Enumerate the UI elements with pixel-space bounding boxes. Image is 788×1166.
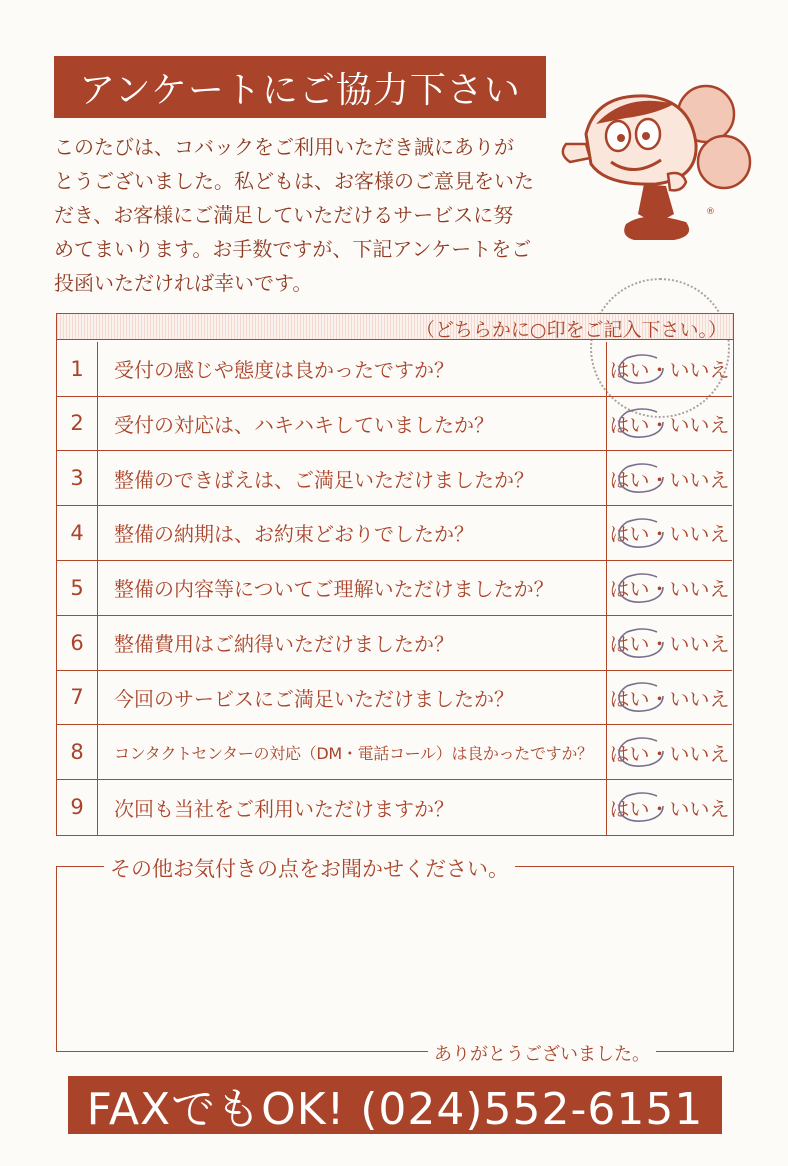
instruction-note: （どちらかに○印をご記入下さい。） <box>415 319 727 341</box>
question-text: 整備の内容等についてご理解いただけましたか？ <box>114 577 554 602</box>
answer-choice[interactable] <box>606 561 732 615</box>
question-number: 9 <box>57 780 98 835</box>
answer-label: はい・いいえ <box>609 522 730 547</box>
comment-box[interactable] <box>56 866 734 1051</box>
intro-paragraph <box>54 130 554 300</box>
question-row <box>57 616 732 671</box>
answer-choice[interactable] <box>606 616 732 670</box>
question-text: 受付の対応は、ハキハキしていましたか？ <box>114 412 494 437</box>
comment-box-title: その他お気付きの点をお聞かせください。 <box>104 853 515 883</box>
question-number: 3 <box>57 451 98 505</box>
intro-line: 投函いただければ幸いです。 <box>54 271 313 295</box>
question-text: 整備のできばえは、ご満足いただけましたか？ <box>114 467 534 492</box>
answer-choice[interactable] <box>606 725 732 779</box>
answer-choice[interactable] <box>606 780 732 835</box>
question-number: 5 <box>57 561 98 615</box>
question-text: 今回のサービスにご満足いただけましたか？ <box>114 686 514 711</box>
question-text: 受付の感じや態度は良かったですか？ <box>114 358 454 382</box>
answer-label: はい・いいえ <box>609 412 730 437</box>
answer-choice[interactable] <box>606 342 732 396</box>
answer-label: はい・いいえ <box>609 358 730 382</box>
answer-label: はい・いいえ <box>609 577 730 602</box>
question-number: 8 <box>57 725 98 779</box>
survey-table <box>56 313 734 836</box>
answer-choice[interactable] <box>606 396 732 450</box>
answer-choice[interactable] <box>606 451 732 505</box>
question-number: 7 <box>57 670 98 724</box>
question-row <box>57 506 732 561</box>
question-row <box>57 561 732 616</box>
question-row <box>57 342 732 397</box>
question-text: コンタクトセンターの対応（DM・電話コール）は良かったですか？ <box>114 743 593 763</box>
question-row <box>57 451 732 506</box>
question-text: 整備費用はご納得いただけましたか？ <box>114 632 454 656</box>
answer-label: はい・いいえ <box>609 686 730 711</box>
question-row <box>57 670 732 725</box>
question-row <box>57 396 732 451</box>
question-row <box>57 725 732 780</box>
intro-line: だき、お客様にご満足していただけるサービスに努 <box>54 203 514 227</box>
mascot-logo <box>556 74 756 246</box>
question-number: 4 <box>57 506 98 560</box>
question-text: 整備の納期は、お約束どおりでしたか？ <box>114 522 474 547</box>
fax-banner: FAXでもOK! (024)552-6151 <box>68 1076 722 1134</box>
question-row <box>57 780 732 835</box>
question-text: 次回も当社をご利用いただけますか？ <box>114 796 454 821</box>
answer-label: はい・いいえ <box>609 741 730 766</box>
svg-text:®: ® <box>706 207 715 217</box>
survey-title: アンケートにご協力下さい <box>54 56 546 118</box>
question-number: 1 <box>57 342 98 396</box>
answer-label: はい・いいえ <box>609 467 730 492</box>
question-number: 6 <box>57 616 98 670</box>
answer-label: はい・いいえ <box>609 796 730 821</box>
answer-label: はい・いいえ <box>609 632 730 656</box>
thanks-text: ありがとうございました。 <box>428 1040 656 1066</box>
survey-header <box>57 314 733 340</box>
intro-line: とうございました。私どもは、お客様のご意見をいた <box>54 169 534 193</box>
question-number: 2 <box>57 396 98 450</box>
answer-choice[interactable] <box>606 670 732 724</box>
intro-line: このたびは、コバックをご利用いただき誠にありが <box>54 135 514 159</box>
intro-line: めてまいります。お手数ですが、下記アンケートをご <box>54 237 532 261</box>
answer-choice[interactable] <box>606 506 732 560</box>
